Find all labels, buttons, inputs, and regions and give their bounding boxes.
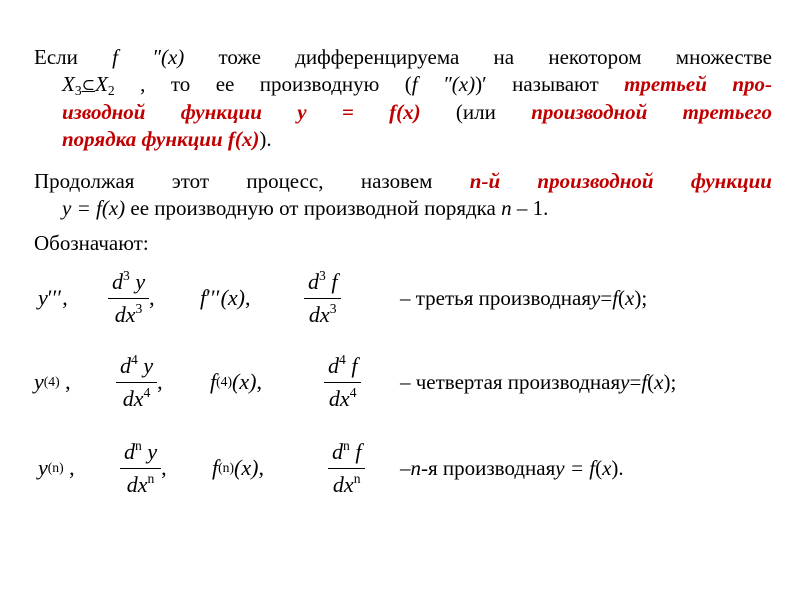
subset-symbol: ⊂ bbox=[81, 77, 96, 94]
p1-text: (или bbox=[455, 100, 532, 124]
notation-yn: y (n) , bbox=[38, 455, 75, 480]
p1-formula-f2: f ″(x) bbox=[112, 45, 185, 69]
description-third: – третья производная y = f ( x ); bbox=[400, 285, 648, 310]
p1-line-3 bbox=[34, 99, 772, 126]
notation-f-prime3: f ′′′ (x) , bbox=[200, 285, 251, 310]
p1-text: )′ называют bbox=[475, 72, 625, 96]
p2-text: ее производную от производной порядка bbox=[125, 196, 502, 220]
paragraph-notation bbox=[34, 230, 772, 257]
set-x3-sub: 3 bbox=[74, 83, 82, 98]
notation-heading: Обозначают: bbox=[34, 231, 149, 255]
notation-leibniz-fn bbox=[328, 428, 365, 508]
term-third-order-derivative: порядка функции f(x) bbox=[62, 127, 260, 151]
notation-leibniz-y3: $\frac{d^3 y}{dx^3}$ , bbox=[108, 258, 155, 338]
term-third-order-derivative: производной третьего bbox=[531, 100, 773, 124]
notation-y4: y (4) , bbox=[34, 369, 71, 394]
fraction: $\frac{d^4 f}{dx^4}$ bbox=[324, 353, 361, 412]
p1-text: , то ее производную ( bbox=[140, 72, 412, 96]
p2-n: n bbox=[501, 196, 512, 220]
p2-line-1 bbox=[34, 168, 772, 195]
p2-text: Продолжая этот процесс, назовем bbox=[34, 169, 470, 193]
set-x3: X bbox=[62, 72, 75, 96]
set-x2: X bbox=[95, 72, 108, 96]
p1-line-1 bbox=[34, 44, 772, 71]
notation-f4: f (4) (x) , bbox=[210, 369, 262, 394]
paragraph-third-derivative bbox=[34, 44, 772, 153]
term-third-derivative: третьей про- bbox=[624, 72, 773, 96]
term-nth-derivative: n-й производной функции bbox=[469, 169, 772, 193]
p1-formula-f2: f ″(x) bbox=[411, 72, 476, 96]
p1-text: ). bbox=[259, 127, 272, 151]
p1-text: Если bbox=[34, 45, 113, 69]
p2-line-2 bbox=[34, 195, 772, 222]
fraction: $\frac{d^4 y}{dx^4}$ bbox=[116, 353, 157, 412]
notation-leibniz-f3 bbox=[304, 258, 341, 338]
notation-leibniz-f4 bbox=[324, 342, 361, 422]
notation-leibniz-yn: $\frac{d^n y}{dx^n}$ , bbox=[120, 428, 167, 508]
notation-fn: f (n) (x) , bbox=[212, 455, 264, 480]
p1-line-2 bbox=[34, 71, 772, 99]
p2-formula: y = f(x) bbox=[62, 196, 126, 220]
formula-row-third bbox=[34, 258, 794, 338]
description-fourth: – четвертая производная y = f ( x ); bbox=[400, 369, 677, 394]
paragraph-nth-derivative bbox=[34, 168, 772, 222]
fraction: $\frac{d^n y}{dx^n}$ bbox=[120, 439, 161, 498]
notation-leibniz-y4: $\frac{d^4 y}{dx^4}$ , bbox=[116, 342, 163, 422]
p1-text: тоже дифференцируема на некотором множестве bbox=[218, 45, 772, 69]
fraction: $\frac{d^3 y}{dx^3}$ bbox=[108, 269, 149, 328]
set-x2-sub: 2 bbox=[107, 83, 115, 98]
formula-row-nth bbox=[34, 428, 794, 508]
fraction: $\frac{d^3 f}{dx^3}$ bbox=[304, 269, 341, 328]
notation-y-prime3: y ′′′ , bbox=[38, 285, 68, 310]
formula-row-fourth bbox=[34, 342, 794, 422]
fraction: $\frac{d^n f}{dx^n}$ bbox=[328, 439, 365, 498]
p1-line-4 bbox=[34, 126, 772, 153]
term-third-derivative: изводной функции y = f(x) bbox=[62, 100, 421, 124]
p2-text: – 1. bbox=[511, 196, 549, 220]
description-nth: – n -я производная y = f ( x ). bbox=[400, 455, 624, 480]
